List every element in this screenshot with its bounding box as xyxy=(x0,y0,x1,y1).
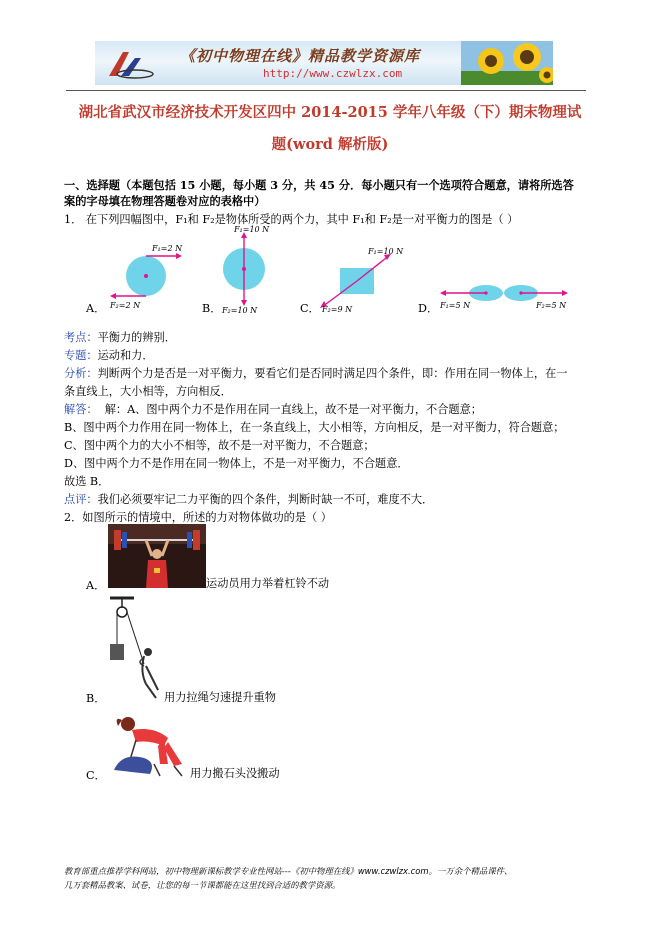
q1-figure-d xyxy=(436,276,576,314)
q1-figure-c xyxy=(316,244,408,314)
q1-b-f1-label: F₁=10 N xyxy=(234,225,270,234)
q1-zhuanti xyxy=(64,348,154,364)
zhuanti-label: 专题： xyxy=(64,349,98,362)
q1-dianping xyxy=(64,492,433,508)
footer-line1: 教育部重点推荐学科网站，初中物理新课标教学专业性网站---《初中物理在线》www.czwlzx.com。一万余个精品课件、 xyxy=(64,866,513,876)
q1-option-d-label: D． xyxy=(418,302,439,315)
site-logo-icon xyxy=(105,46,155,80)
jieda-text1: 解：A、图中两个力不是作用在同一直线上，故不是一对平衡力，不合题意； xyxy=(104,403,482,416)
sunflower-image xyxy=(461,41,553,85)
q2-option-b-label: B． xyxy=(86,692,106,705)
q1-option-c-label: C． xyxy=(300,302,320,315)
pulley-lifting-drawing xyxy=(100,594,166,702)
q1-jieda-line1 xyxy=(64,402,482,418)
footer-line2: 几万套精品教案、试卷，让您的每一节课都能在这里找到合适的教学资源。 xyxy=(64,880,341,890)
lifting-stone-drawing xyxy=(108,712,190,780)
q1-jieda-line4: D、图中两个力不是作用在同一物体上，不是一对平衡力，不合题意． xyxy=(64,457,409,470)
banner-title: 《初中物理在线》精品教学资源库 xyxy=(180,47,421,65)
dianping-text: 我们必须要牢记二力平衡的四个条件，判断时缺一不可，难度不大． xyxy=(97,493,434,506)
q1-figure-a xyxy=(104,238,190,316)
q1-jieda-line2: B、图中两个力作用在同一物体上，在一条直线上，大小相等，方向相反，是一对平衡力，符合题意； xyxy=(64,421,565,434)
q1-option-a-label: A． xyxy=(86,302,106,315)
q2-caption-a: 运动员用力举着杠铃不动 xyxy=(206,577,330,590)
section-heading-line1: 一、选择题（本题包括 15 小题，每小题 3 分，共 45 分．每小题只有一个选项符合题意，请将所选答 xyxy=(64,178,574,192)
dianping-label: 点评： xyxy=(64,493,98,506)
q1-d-f2-label: F₂=5 N xyxy=(536,301,567,310)
q1-fenxi-line2: 条直线上，大小相等，方向相反． xyxy=(64,385,232,398)
q1-answer: 故选 B． xyxy=(64,475,110,488)
weightlifter-photo xyxy=(108,524,206,588)
header-banner xyxy=(95,41,553,85)
document-title-line1: 湖北省武汉市经济技术开发区四中 2014-2015 学年八年级（下）期末物理试 xyxy=(78,104,582,121)
q1-option-b-label: B． xyxy=(202,302,222,315)
q1-d-f1-label: F₁=5 N xyxy=(440,301,471,310)
q2-option-a-label: A． xyxy=(86,579,106,592)
section-heading-line2: 案的字母填在物理答题卷对应的表格中） xyxy=(64,194,266,208)
q1-b-f2-label: F₂=10 N xyxy=(222,306,258,314)
kaodian-text: 平衡力的辨别． xyxy=(97,331,176,344)
fenxi-text1: 判断两个力是否是一对平衡力，要看它们是否同时满足四个条件，即：作用在同一物体上，在一 xyxy=(97,367,568,380)
q2-option-c-label: C． xyxy=(86,769,106,782)
q1-c-f1-label: F₁=10 N xyxy=(368,247,404,256)
q1-kaodian xyxy=(64,330,176,346)
q1-stem: 1． 在下列四幅图中，F₁和 F₂是物体所受的两个力，其中 F₁和 F₂是一对平衡力的图是（ ） xyxy=(64,213,519,226)
q1-a-f1-label: F₁=2 N xyxy=(152,244,183,253)
zhuanti-text: 运动和力． xyxy=(97,349,154,362)
q1-fenxi-line1 xyxy=(64,366,567,382)
q1-c-f2-label: F₂=9 N xyxy=(322,305,353,314)
q1-a-f2-label: F₂=2 N xyxy=(110,301,141,310)
q1-jieda-line3: C、图中两个力的大小不相等，故不是一对平衡力，不合题意； xyxy=(64,439,375,452)
banner-url: http://www.czwlzx.com xyxy=(263,67,403,80)
jieda-label: 解答： xyxy=(64,403,98,416)
kaodian-label: 考点： xyxy=(64,331,98,344)
q2-stem: 2．如图所示的情境中，所述的力对物体做功的是（ ） xyxy=(64,511,332,524)
q1-figure-b xyxy=(214,224,284,314)
q2-caption-b: 用力拉绳匀速提升重物 xyxy=(164,691,276,704)
q2-caption-c: 用力搬石头没搬动 xyxy=(190,767,280,780)
fenxi-label: 分析： xyxy=(64,367,98,380)
document-title-line2: 题(word 解析版) xyxy=(271,136,389,153)
header-rule xyxy=(66,90,586,91)
